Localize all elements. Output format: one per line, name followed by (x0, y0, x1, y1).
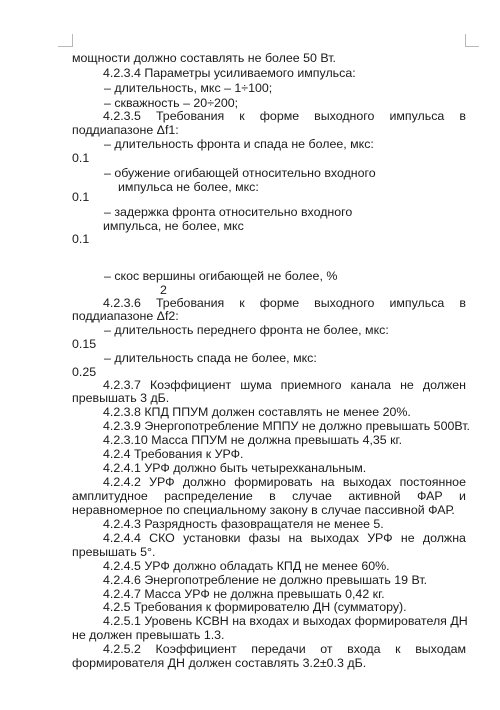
word: случае (292, 489, 332, 503)
text-line: – обужение огибающей относительно входного (104, 166, 376, 180)
word: не (400, 531, 415, 545)
text-line: – длительность, мкс – 1÷100; (104, 81, 273, 95)
text-line (103, 475, 466, 490)
crop-mark-top-right-h (465, 46, 479, 47)
word: Коэффициент (155, 642, 237, 656)
word: УРФ (367, 531, 393, 545)
word: к (395, 642, 401, 656)
word: фазы (248, 531, 281, 545)
word: 4.2.3.6 (103, 296, 141, 310)
text-line: неравномерное по специальному закону в случае пассивной ФАР. (72, 503, 455, 517)
word: 4.2.5.2 (103, 642, 141, 656)
text-line: 0.15 (72, 337, 97, 351)
word: установки (183, 531, 241, 545)
word: выходного (314, 296, 375, 310)
text-line: – скос вершины огибающей не более, % (104, 269, 338, 283)
text-line: 4.2.4.7 Масса УРФ не должна превышать 0,42 кг. (103, 587, 385, 601)
text-line: – длительность спада не более, мкс: (104, 351, 317, 365)
text-line (72, 489, 466, 504)
word: активной (348, 489, 401, 503)
text-line: – скважность – 20÷200; (104, 96, 239, 110)
word: шума (240, 378, 272, 392)
word: на (288, 531, 303, 545)
word: в (459, 296, 466, 310)
text-line: 4.2.4.5 УРФ должно обладать КПД не менее 60%. (103, 559, 390, 573)
text-line: – длительность переднего фронта не более, мкс: (104, 323, 389, 337)
text-line: 0.1 (72, 190, 90, 204)
text-line: поддиапазоне Δf2: (72, 309, 179, 323)
word: 4.2.4.4 (103, 531, 141, 545)
word: Требования (155, 109, 225, 123)
word: форме (259, 296, 300, 310)
text-line: поддиапазоне Δf1: (72, 123, 179, 137)
word: постоянное (399, 475, 466, 489)
word: 4.2.3.7 (103, 378, 141, 392)
text-line: 4.2.4 Требования к УРФ. (103, 447, 244, 461)
text-line: – длительность фронта и спада не более, мкс: (104, 137, 374, 151)
word: не (400, 378, 414, 392)
text-line (103, 531, 466, 546)
text-line: 4.2.4.6 Энергопотребление не должно превышать 19 Вт. (103, 573, 428, 587)
text-line: – задержка фронта относительно входного (104, 205, 353, 219)
word: выходного (314, 109, 375, 123)
text-line (103, 642, 466, 657)
word: СКО (149, 531, 175, 545)
text-line: 4.2.4.3 Разрядность фазовращателя не менее 5. (103, 517, 384, 531)
text-line: формирователя ДН должен составлять 3.2±0.3 дБ. (72, 656, 367, 670)
text-line: 4.2.4.1 УРФ должно быть четырехканальным. (103, 461, 367, 475)
word: к (239, 109, 245, 123)
word: амплитудное (72, 489, 148, 503)
word: 4.2.4.2 (103, 475, 141, 489)
word: распределение (164, 489, 253, 503)
word: передачи (251, 642, 306, 656)
text-line (103, 109, 466, 124)
word: канала (350, 378, 391, 392)
word: должно (182, 475, 226, 489)
word: и (459, 489, 466, 503)
text-line: 4.2.5.1 Уровень КСВН на входах и выходах формирователя ДН (103, 614, 468, 628)
word: импульса (389, 296, 445, 310)
crop-mark-top-left-v (72, 34, 73, 47)
word: импульса (389, 109, 445, 123)
word: от (320, 642, 333, 656)
word: Коэффициент (149, 378, 232, 392)
word: УРФ (149, 475, 175, 489)
text-line: 4.2.3.9 Энергопотребление МППУ не должно превышать 500Вт. (103, 419, 470, 433)
text-line: мощности должно составлять не более 50 Вт. (72, 51, 336, 65)
word: выходах (310, 531, 359, 545)
text-line: 4.2.3.10 Масса ППУМ не должна превышать 4,35 кг. (103, 433, 403, 447)
text-line: 0.25 (72, 365, 97, 379)
word: 4.2.3.5 (103, 109, 141, 123)
text-line: превышать 5°. (72, 545, 156, 559)
text-line: импульса, не более, мкс (103, 219, 244, 233)
text-line: 4.2.3.8 КПД ППУМ должен составлять не менее 20%. (103, 405, 411, 419)
text-line: 2 (160, 283, 167, 297)
word: на (320, 475, 335, 489)
text-line: 0.1 (72, 232, 90, 246)
crop-mark-top-left-h (58, 46, 72, 47)
crop-mark-top-right-v (465, 34, 466, 47)
text-line: не должен превышать 1.3. (72, 628, 225, 642)
word: должен (422, 378, 466, 392)
text-line: 4.2.5 Требования к формирователю ДН (сумматору). (103, 600, 407, 614)
word: в (459, 109, 466, 123)
text-line: импульса не более, мкс: (118, 180, 259, 194)
text-line: превышать 3 дБ. (72, 391, 170, 405)
word: выходам (415, 642, 466, 656)
word: входа (347, 642, 381, 656)
word: формировать (234, 475, 313, 489)
word: ФАР (416, 489, 443, 503)
word: в (269, 489, 276, 503)
word: приемного (280, 378, 342, 392)
word: к (239, 296, 245, 310)
text-line: 0.1 (72, 151, 90, 165)
word: форме (259, 109, 300, 123)
text-line: 4.2.3.4 Параметры усиливаемого импульса: (103, 66, 356, 80)
word: должна (422, 531, 466, 545)
word: Требования (155, 296, 225, 310)
word: выходах (342, 475, 392, 489)
